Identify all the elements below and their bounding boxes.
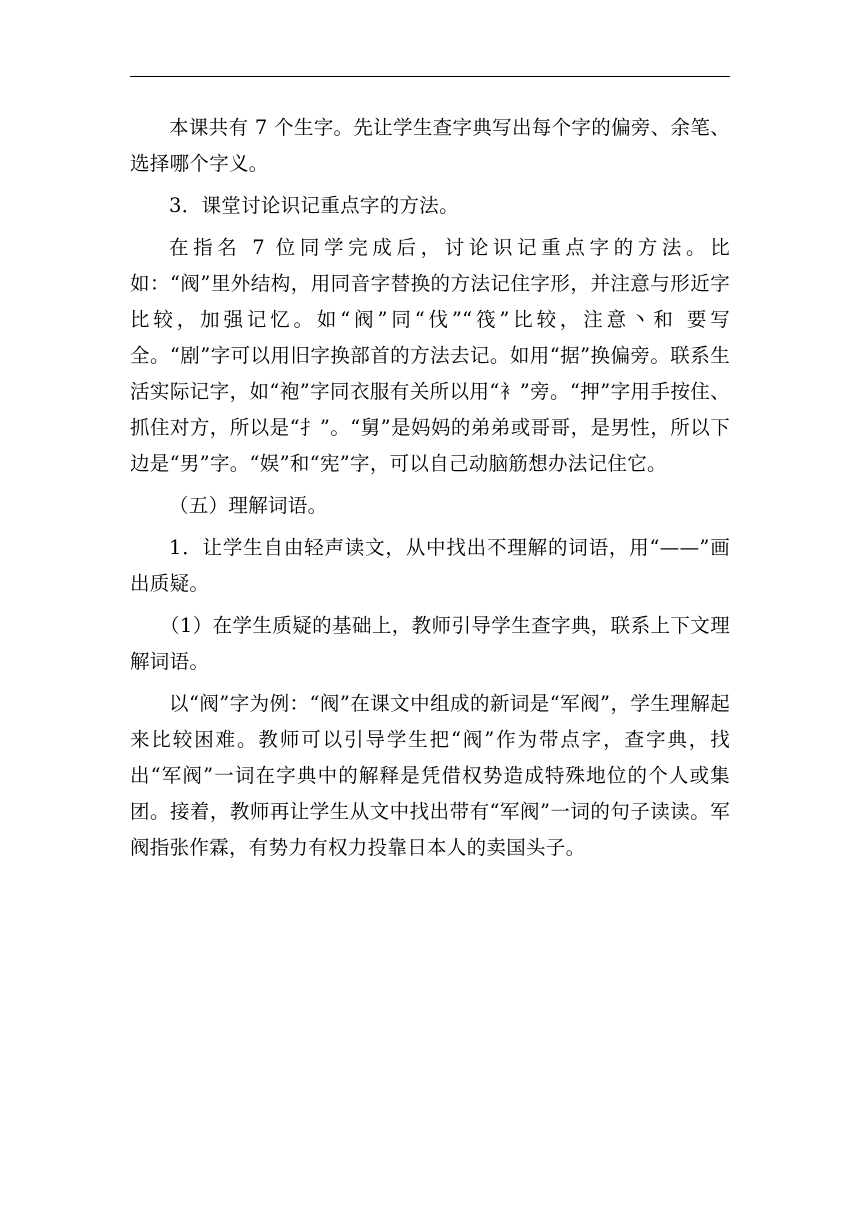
paragraph-dictionary-lookup: （1）在学生质疑的基础上，教师引导学生查字典，联系上下文理解词语。: [130, 614, 730, 673]
paragraph-example-junfa: 以“阀”字为例：“阀”在课文中组成的新词是“军阀”，学生理解起来比较困难。教师可以引导学生把“阀”作为带点字，查字典，找出“军阀”一词在字典中的解释是凭借权势造成特殊地位的个人或集团。接着，教师再让学生从文中找出带有“军阀”一词的句子读读。军阀指张作霖，有势力有权力投靠日本人的卖国头子。: [130, 692, 730, 859]
header-rule: [130, 76, 730, 77]
paragraph-section-vocabulary: （五）理解词语。: [169, 494, 328, 517]
document-body: [130, 110, 730, 872]
paragraph-new-characters: 本课共有 7 个生字。先让学生查字典写出每个字的偏旁、余笔、选择哪个字义。: [130, 116, 730, 175]
paragraph-free-reading: 1．让学生自由轻声读文，从中找出不理解的词语，用“——”画出质疑。: [130, 536, 730, 595]
paragraph-heading-discussion: 3．课堂讨论识记重点字的方法。: [169, 194, 459, 217]
paragraph-memorization-methods: 在指名 7 位同学完成后，讨论识记重点字的方法。比如：“阀”里外结构，用同音字替换的方法记住字形，并注意与形近字比较，加强记忆。如“阀”同“伐”“筏”比较，注意丶和 要写全。“剧”字可以用旧字换部首的方法去记。如用“据”换偏旁。联系生活实际记字，如“袍”字同衣服有关所以用“衤”旁。“押”字用手按住、抓住对方，所以是“扌”。“舅”是妈妈的弟弟或哥哥，是男性，所以下边是“男”字。“娱”和“宪”字，可以自己动脑筋想办法记住它。: [130, 236, 730, 475]
